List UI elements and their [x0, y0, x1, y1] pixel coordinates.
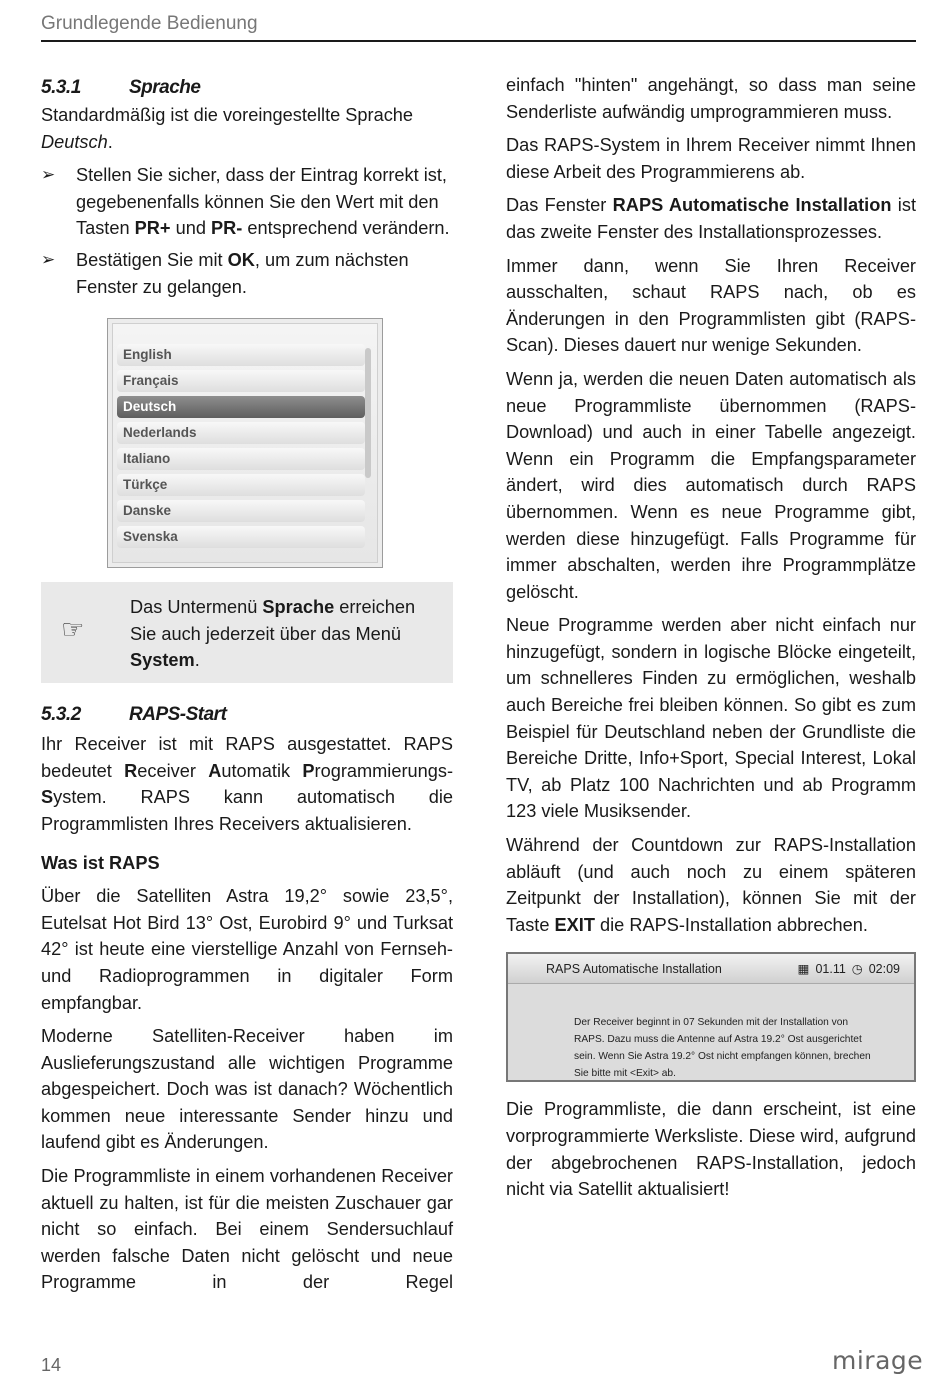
language-item: English — [117, 344, 365, 366]
pointing-hand-icon: ☞ — [61, 614, 85, 645]
list-item: ➢ Stellen Sie sicher, dass der Eintrag korrekt ist, gegebenenfalls können Sie den Wert mit den Tasten PR+ und PR- entsprechend verändern. — [41, 162, 453, 242]
scrollbar — [365, 348, 371, 478]
section-heading-sprache — [41, 74, 453, 102]
raps-intro: Ihr Receiver ist mit RAPS ausgestattet. RAPS bedeutet Receiver Automatik Programmierungs-System. RAPS kann automatisch die Programmlisten Ihres Receivers aktualisieren. — [41, 734, 453, 834]
language-item: Türkçe — [117, 474, 365, 496]
page-number: 14 — [41, 1355, 62, 1374]
paragraph: einfach "hinten" angehängt, so dass man seine Senderliste aufwändig umprogrammieren muss. — [506, 75, 916, 122]
section-title: RAPS-Start — [129, 703, 227, 725]
clock-icon: ◷ — [851, 961, 863, 976]
window-message: Der Receiver beginnt in 07 Sekunden mit der Installation von RAPS. Dazu muss die Antenne auf Astra 19.2° Ost ausgerichtet sein. Wenn Sie Astra 19.2° Ost nicht empfangen können, brechen Sie bitte mit <Exit> ab. — [574, 1017, 871, 1080]
subheading-was-ist-raps: Was ist RAPS — [41, 852, 160, 873]
running-title: Grundlegende Bedienung — [41, 13, 258, 34]
window-title-bar — [508, 954, 914, 984]
paragraph: Wenn ja, werden die neuen Daten automatisch als neue Programmliste übernommen (RAPS-Download) und auch in einer Tabelle angezeigt. Wenn ein Programm die Empfangsparameter ändert, wird dies automatisch durch RAPS übernommen. Wenn es neue Programme gibt, werden diese hinzugefügt. Falls Programme für immer abschalten, werden ihre Programmplätze gelöscht. — [506, 368, 916, 602]
sprache-intro: Standardmäßig ist die voreingestellte Sprache Deutsch. — [41, 105, 414, 152]
left-column — [41, 72, 453, 1303]
arrow-bullet-icon: ➢ — [41, 165, 56, 185]
paragraph: Immer dann, wenn Sie Ihren Receiver ausschalten, schaut RAPS nach, ob es Änderungen in den Programmlisten gibt (RAPS-Scan). Dieses dauert nur wenige Sekunden. — [506, 255, 916, 356]
language-item: Italiano — [117, 448, 365, 470]
note-box — [41, 582, 453, 683]
sprache-bullets — [41, 162, 453, 300]
paragraph: Die Programmliste, die dann erscheint, ist eine vorprogrammierte Werksliste. Diese wird, aufgrund der abgebrochenen RAPS-Installation, jedoch nicht via Satellit aktualisiert! — [506, 1099, 916, 1200]
paragraph: Über die Satelliten Astra 19,2° sowie 23,5°, Eutelsat Hot Bird 13° Ost, Eurobird 9° und Turksat 42° ist heute eine vierstellige Anzahl von Fernseh- und Radioprogrammen in digitaler Form empfangbar. — [41, 886, 453, 1013]
language-item: Français — [117, 370, 365, 392]
raps-installation-screenshot — [506, 952, 916, 1082]
calendar-icon: ▦ — [797, 961, 810, 976]
paragraph: Neue Programme werden aber nicht einfach nur hinzugefügt, sondern in logische Blöcke eingeteilt, um schnelleres Finden zu ermöglichen, weshalb auch Bereiche frei bleiben können. So gibt es zum Beispiel für Deutschland neben der Grundliste die Bereiche Dritte, Info+Sport, Special Interest, Lokal TV, ab Platz 100 Nachrichten und ab Programm 123 viele Musiksender. — [506, 615, 916, 822]
arrow-bullet-icon: ➢ — [41, 249, 56, 269]
language-item: Nederlands — [117, 422, 365, 444]
paragraph: Das Fenster RAPS Automatische Installation ist das zweite Fenster des Installationsprozesses. — [506, 195, 916, 242]
window-title: RAPS Automatische Installation — [546, 961, 722, 976]
section-number: 5.3.1 — [41, 76, 81, 98]
language-item-selected: Deutsch — [117, 396, 365, 418]
paragraph: Während der Countdown zur RAPS-Installation abläuft (und auch noch zu einem späteren Zeitpunkt der Installation), können Sie mit der Taste EXIT die RAPS-Installation abbrechen. — [506, 835, 916, 935]
right-column — [506, 72, 916, 1210]
language-item: Svenska — [117, 526, 365, 548]
section-number: 5.3.2 — [41, 703, 81, 725]
list-item: ➢ Bestätigen Sie mit OK, um zum nächsten Fenster zu gelangen. — [41, 247, 453, 300]
section-heading-raps-start — [41, 701, 453, 729]
paragraph: Die Programmliste in einem vorhandenen Receiver aktuell zu halten, ist für die meisten Zuschauer gar nicht so einfach. Bei einem Sendersuchlauf werden falsche Daten nicht gelöscht und neue Programme in der Regel — [41, 1166, 453, 1293]
header-rule — [41, 40, 916, 42]
time-display: 02:09 — [868, 961, 900, 976]
date-display: 01.11 — [815, 961, 846, 976]
note-text: Das Untermenü Sprache erreichen Sie auch jederzeit über das Menü System. — [130, 597, 416, 671]
language-item: Danske — [117, 500, 365, 522]
paragraph: Das RAPS-System in Ihrem Receiver nimmt Ihnen diese Arbeit des Programmierens ab. — [506, 135, 916, 182]
section-title: Sprache — [129, 76, 201, 98]
paragraph: Moderne Satelliten-Receiver haben im Auslieferungszustand alle wichtigen Programme abgespeichert. Doch was ist danach? Wöchentlich kommen neue interessante Sender hinzu und laufend gibt es Änderungen. — [41, 1026, 453, 1153]
brand-logo: mirage — [832, 1346, 924, 1374]
language-menu-screenshot — [107, 318, 383, 568]
